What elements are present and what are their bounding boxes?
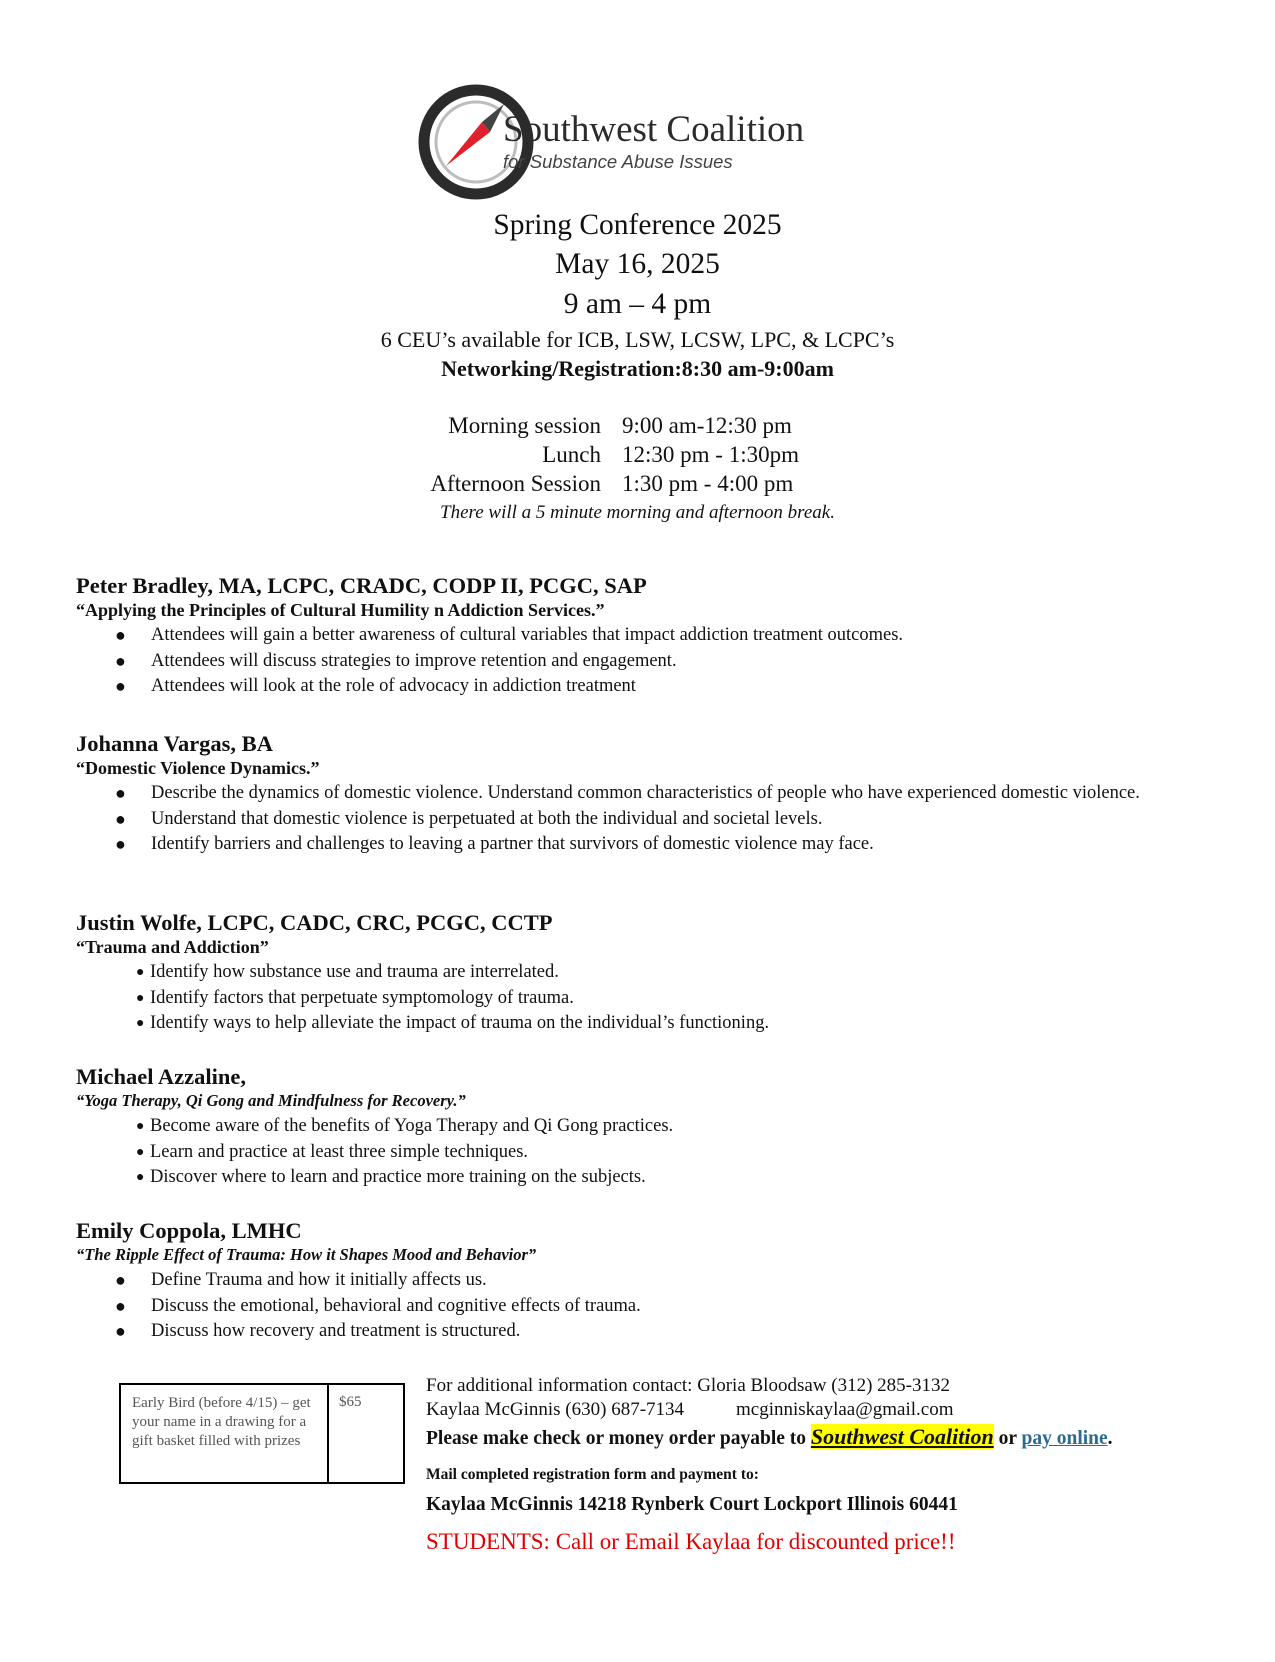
mail-instructions: Mail completed registration form and payment to:	[426, 1466, 759, 1483]
list-item	[76, 674, 1206, 700]
pay-online-link[interactable]: pay online	[1021, 1428, 1108, 1449]
contact-line-gloria: For additional information contact: Gloria Bloodsaw (312) 285-3132	[426, 1375, 950, 1396]
list-item	[76, 832, 1206, 858]
objective-text: Identify ways to help alleviate the impact of trauma on the individual’s functioning.	[150, 1013, 770, 1033]
speaker-name: Johanna Vargas, BA	[76, 731, 273, 756]
speaker-block	[76, 1218, 1206, 1345]
bullet-icon: ●	[115, 676, 126, 696]
objective-text: Identify barriers and challenges to leaving a partner that survivors of domestic violence may face.	[151, 834, 874, 854]
schedule-label: Afternoon Session	[430, 471, 601, 496]
bullet-icon: ●	[115, 625, 126, 645]
contact-kaylaa-phone: Kaylaa McGinnis (630) 687-7134	[426, 1399, 685, 1420]
payable-or: or	[993, 1428, 1022, 1449]
schedule-label: Morning session	[448, 413, 601, 438]
event-time: 9 am – 4 pm	[563, 288, 712, 320]
objective-text: Define Trauma and how it initially affects us.	[151, 1270, 487, 1290]
list-item	[76, 986, 1206, 1012]
objective-text: Describe the dynamics of domestic violence. Understand common characteristics of people who have experienced domestic violence.	[151, 783, 1140, 803]
objectives-list	[76, 623, 1206, 700]
bullet-icon: ●	[136, 965, 145, 980]
logo-subtitle: for Substance Abuse Issues	[503, 151, 733, 172]
bullet-icon: ●	[136, 990, 145, 1006]
list-item	[76, 807, 1206, 833]
objective-text: Identify factors that perpetuate symptomology of trauma.	[150, 987, 574, 1008]
list-item	[76, 1114, 1206, 1140]
objective-text: Discuss the emotional, behavioral and cognitive effects of trauma.	[151, 1295, 641, 1316]
schedule-row	[0, 471, 1275, 501]
speaker-block	[76, 910, 1206, 1037]
payable-end: .	[1107, 1428, 1113, 1449]
list-item	[76, 1140, 1206, 1166]
payable-org: Southwest Coalition	[810, 1424, 994, 1449]
bullet-icon: ●	[115, 783, 126, 803]
bullet-icon: ●	[136, 1119, 145, 1134]
schedule-row	[0, 442, 1275, 472]
list-item	[76, 1319, 1206, 1345]
pricing-label: Early Bird (before 4/15) – get your name in a drawing for a gift basket filled with prizes	[121, 1385, 329, 1482]
speaker-topic: “Trauma and Addiction”	[76, 937, 269, 957]
payable-line	[426, 1424, 1113, 1450]
schedule-label: Lunch	[542, 442, 601, 467]
break-note: There will a 5 minute morning and afternoon break.	[440, 502, 835, 523]
contact-email: mcginniskaylaa@gmail.com	[736, 1399, 954, 1420]
speaker-topic: “Yoga Therapy, Qi Gong and Mindfulness for Recovery.”	[76, 1091, 466, 1110]
list-item	[76, 623, 1206, 649]
list-item	[76, 1011, 1206, 1037]
speaker-block	[76, 573, 1206, 700]
bullet-icon: ●	[115, 808, 126, 829]
logo-name: Southwest Coalition	[503, 109, 805, 150]
objective-text: Learn and practice at least three simple techniques.	[150, 1141, 529, 1162]
list-item	[76, 1268, 1206, 1294]
bullet-icon: ●	[115, 834, 126, 854]
speaker-name: Michael Azzaline,	[76, 1064, 246, 1089]
payable-prefix: Please make check or money order payable to	[426, 1428, 811, 1449]
schedule-value: 12:30 pm - 1:30pm	[622, 442, 799, 467]
schedule-row	[0, 413, 1275, 443]
bullet-icon: ●	[115, 1270, 126, 1290]
objective-text: Attendees will discuss strategies to improve retention and engagement.	[151, 650, 677, 671]
schedule-value: 1:30 pm - 4:00 pm	[622, 471, 794, 496]
bullet-icon: ●	[115, 1321, 126, 1341]
objective-text: Understand that domestic violence is perpetuated at both the individual and societal levels.	[151, 808, 823, 829]
speaker-topic: “Domestic Violence Dynamics.”	[76, 758, 320, 778]
objective-text: Identify how substance use and trauma are interrelated.	[150, 962, 559, 982]
event-ceu: 6 CEU’s available for ICB, LSW, LCSW, LPC, & LCPC’s	[380, 327, 895, 352]
contact-line-kaylaa	[426, 1399, 954, 1421]
bullet-icon: ●	[136, 1144, 145, 1160]
list-item	[76, 960, 1206, 986]
event-networking: Networking/Registration:8:30 am-9:00am	[441, 356, 834, 381]
speaker-topic: “Applying the Principles of Cultural Humility n Addiction Services.”	[76, 600, 605, 620]
objectives-list	[76, 1114, 1206, 1191]
speaker-block	[76, 731, 1206, 858]
objectives-list	[76, 960, 1206, 1037]
list-item	[76, 1165, 1206, 1191]
objective-text: Discuss how recovery and treatment is structured.	[151, 1321, 521, 1341]
list-item	[76, 781, 1206, 807]
speaker-name: Emily Coppola, LMHC	[76, 1218, 302, 1243]
pricing-price: $65	[339, 1394, 362, 1410]
pricing-table	[119, 1383, 405, 1484]
objectives-list	[76, 1268, 1206, 1345]
mail-address: Kaylaa McGinnis 14218 Rynberk Court Lockport Illinois 60441	[426, 1494, 958, 1515]
list-item	[76, 1294, 1206, 1320]
speaker-name: Peter Bradley, MA, LCPC, CRADC, CODP II, PCGC, SAP	[76, 573, 647, 598]
schedule-value: 9:00 am-12:30 pm	[622, 413, 792, 438]
bullet-icon: ●	[115, 1295, 126, 1316]
event-date: May 16, 2025	[555, 248, 720, 280]
speaker-topic: “The Ripple Effect of Trauma: How it Shapes Mood and Behavior”	[76, 1245, 537, 1264]
bullet-icon: ●	[136, 1016, 145, 1031]
speaker-block	[76, 1064, 1206, 1191]
bullet-icon: ●	[136, 1170, 145, 1185]
speaker-name: Justin Wolfe, LCPC, CADC, CRC, PCGC, CCTP	[76, 910, 553, 935]
bullet-icon: ●	[115, 650, 126, 671]
objective-text: Discover where to learn and practice more training on the subjects.	[150, 1167, 646, 1187]
list-item	[76, 649, 1206, 675]
objectives-list	[76, 781, 1206, 858]
event-title: Spring Conference 2025	[493, 209, 782, 241]
objective-text: Attendees will look at the role of advocacy in addiction treatment	[151, 676, 636, 696]
objective-text: Attendees will gain a better awareness of cultural variables that impact addiction treatment outcomes.	[151, 625, 904, 645]
objective-text: Become aware of the benefits of Yoga Therapy and Qi Gong practices.	[150, 1116, 674, 1136]
students-note: STUDENTS: Call or Email Kaylaa for discounted price!!	[426, 1529, 956, 1554]
